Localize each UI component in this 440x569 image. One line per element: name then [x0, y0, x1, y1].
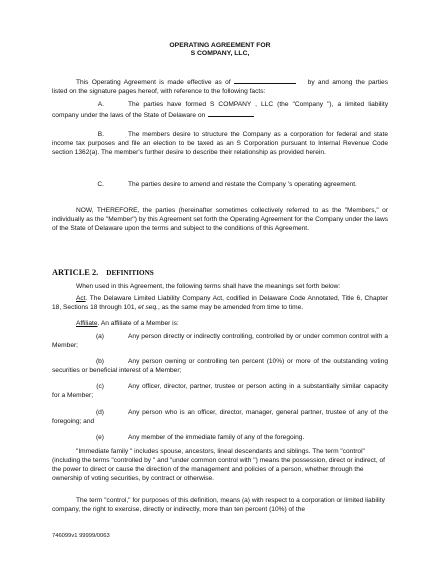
now-therefore-paragraph: NOW, THEREFORE, the parties (hereinafter sometimes collectively referred to as the "Members," or individually as the "Member") by this Agreement set forth the Operating Agreement for the Company under the laws of the State of Delaware upon the terms and subject to the conditions of this Agreement. [52, 207, 389, 233]
act-term: Act [76, 295, 86, 302]
document-footer-id: 746099v1 99999/0063 [52, 533, 110, 539]
article-heading [52, 267, 154, 279]
affiliate-item-a: (a) Any person directly or indirectly controlling, controlled by or under common control with a Member; [52, 333, 388, 350]
article-title: DEFINITIONS [106, 269, 154, 277]
intro-paragraph: This Operating Agreement is made effective as of by and among the parties listed on the signature pages hereof, with reference to the following facts: [52, 76, 388, 96]
document-title: OPERATING AGREEMENT FOR [169, 42, 271, 49]
document-subtitle: S COMPANY, LLC, [190, 50, 250, 57]
recital-label: B. [97, 131, 104, 138]
recital-label: A. [97, 101, 104, 108]
effective-date-blank [234, 76, 296, 84]
recital-b: B. The members desire to structure the Company as a corporation for federal and state income tax purposes and file an election to be taxed as an S Corporation pursuant to Internal Revenue Code section 1362(a). The member's further desire to describe their relationship as provided herein. [52, 131, 388, 157]
control-paragraph: The term "control," for purposes of this definition, means (a) with respect to a corporation or limited liability company, the right to exercise, directly or indirectly, more than ten percent (10%) of the [52, 497, 385, 514]
article-number: ARTICLE 2. [52, 268, 99, 277]
affiliate-definition: Affiliate. An affiliate of a Member is: [76, 320, 179, 327]
immediate-family-paragraph: "Immediate family " includes spouse, ancestors, lineal descendants and siblings. The term "control" (including the terms "controlled by " and "under common control with ") means the possession, direct or indirect, of the power to direct or cause the direction of the management and policies of a person, whether through the ownership of voting securities, by contract or otherwise. [52, 448, 385, 483]
recital-a: A. The parties have formed S COMPANY , LLC (the "Company "), a limited liability company under the laws of the State of Delaware on [52, 101, 388, 120]
affiliate-term: Affiliate [76, 320, 98, 327]
definitions-lead: When used in this Agreement, the following terms shall have the meanings set forth below: [76, 283, 341, 290]
affiliate-item-e: (e) Any member of the immediate family of any of the foregoing. [95, 434, 305, 441]
act-definition: Act. The Delaware Limited Liability Company Act, codified in Delaware Code Annotated, Title 6, Chapter 18, Sections 18 through 101, et seq., as the same may be amended from time to time. [52, 295, 388, 312]
affiliate-item-d: (d) Any person who is an officer, director, manager, general partner, trustee of any of the foregoing; and [52, 409, 388, 426]
affiliate-item-b: (b) Any person owning or controlling ten percent (10%) or more of the outstanding voting securities or beneficial interest of a Member; [52, 358, 388, 375]
recital-label: C. [97, 181, 104, 188]
recital-c: C. The parties desire to amend and restate the Company 's operating agreement. [52, 180, 388, 189]
affiliate-item-c: (c) Any officer, director, partner, trustee or person acting in a substantially similar capacity for a Member; [52, 383, 388, 400]
formation-date-blank [208, 109, 254, 117]
